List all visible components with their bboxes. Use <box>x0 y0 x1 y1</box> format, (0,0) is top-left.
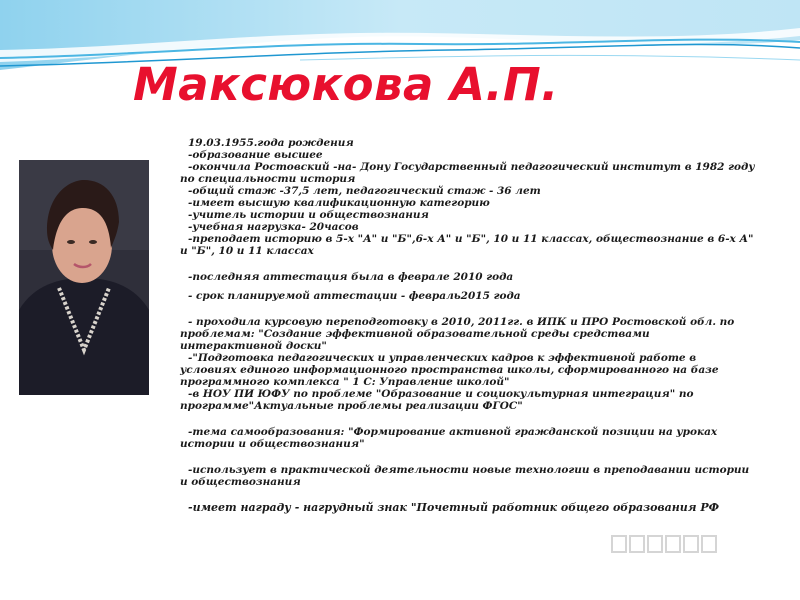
category-line: -имеет высшую квалификационную категорию <box>188 197 490 209</box>
last-attestation-line: -последняя аттестация была в феврале 2010 года <box>188 271 514 283</box>
page-title: Максюкова А.П. <box>133 58 559 111</box>
workload-line: -учебная нагрузка- 20часов <box>188 221 359 233</box>
course-line-3: -в НОУ ПИ ЮФУ по проблеме "Образование и социокультурная интеграция" по программе"Актуальные проблемы реализации ФГОС" <box>180 388 694 412</box>
portrait-photo <box>19 160 149 395</box>
technologies-line: -использует в практической деятельности новые технологии в преподавании истории и обществознания <box>180 464 750 488</box>
education-line: -образование высшее <box>188 149 323 161</box>
course-line-2: -"Подготовка педагогических и управленческих кадров к эффективной работе в условиях единого информационного пространства школы, сформированного на базе программного комплекса " 1 С: Управление школой" <box>180 352 719 388</box>
teaches-line: -преподает историю в 5-х "А" и "Б",6-х А" и "Б", 10 и 11 классах, обществознание в 6-х А" и "Б", 10 и 11 классах <box>180 233 754 257</box>
graduated-line: -окончила Ростовский -на- Дону Государственный педагогический институт в 1982 году по специальности история <box>180 161 755 185</box>
birth-line: 19.03.1955.года рождения <box>188 137 354 149</box>
watermark-icon <box>610 530 760 560</box>
experience-line: -общий стаж -37,5 лет, педагогический стаж - 36 лет <box>188 185 541 197</box>
next-attestation-line: - срок планируемой аттестации - февраль2015 года <box>188 290 521 302</box>
position-line: -учитель истории и обществознания <box>188 209 429 221</box>
award-line: -имеет награду - нагрудный знак "Почетный работник общего образования РФ <box>188 501 720 514</box>
course-line-1: - проходила курсовую переподготовку в 2010, 2011гг. в ИПК и ПРО Ростовской обл. по проблемам: "Создание эффективной образовательной среды средствами интерактивной доски" <box>180 316 735 352</box>
biography-text <box>180 137 755 514</box>
self-education-line: -тема самообразования: "Формирование активной гражданской позиции на уроках истории и обществознания" <box>180 426 718 450</box>
